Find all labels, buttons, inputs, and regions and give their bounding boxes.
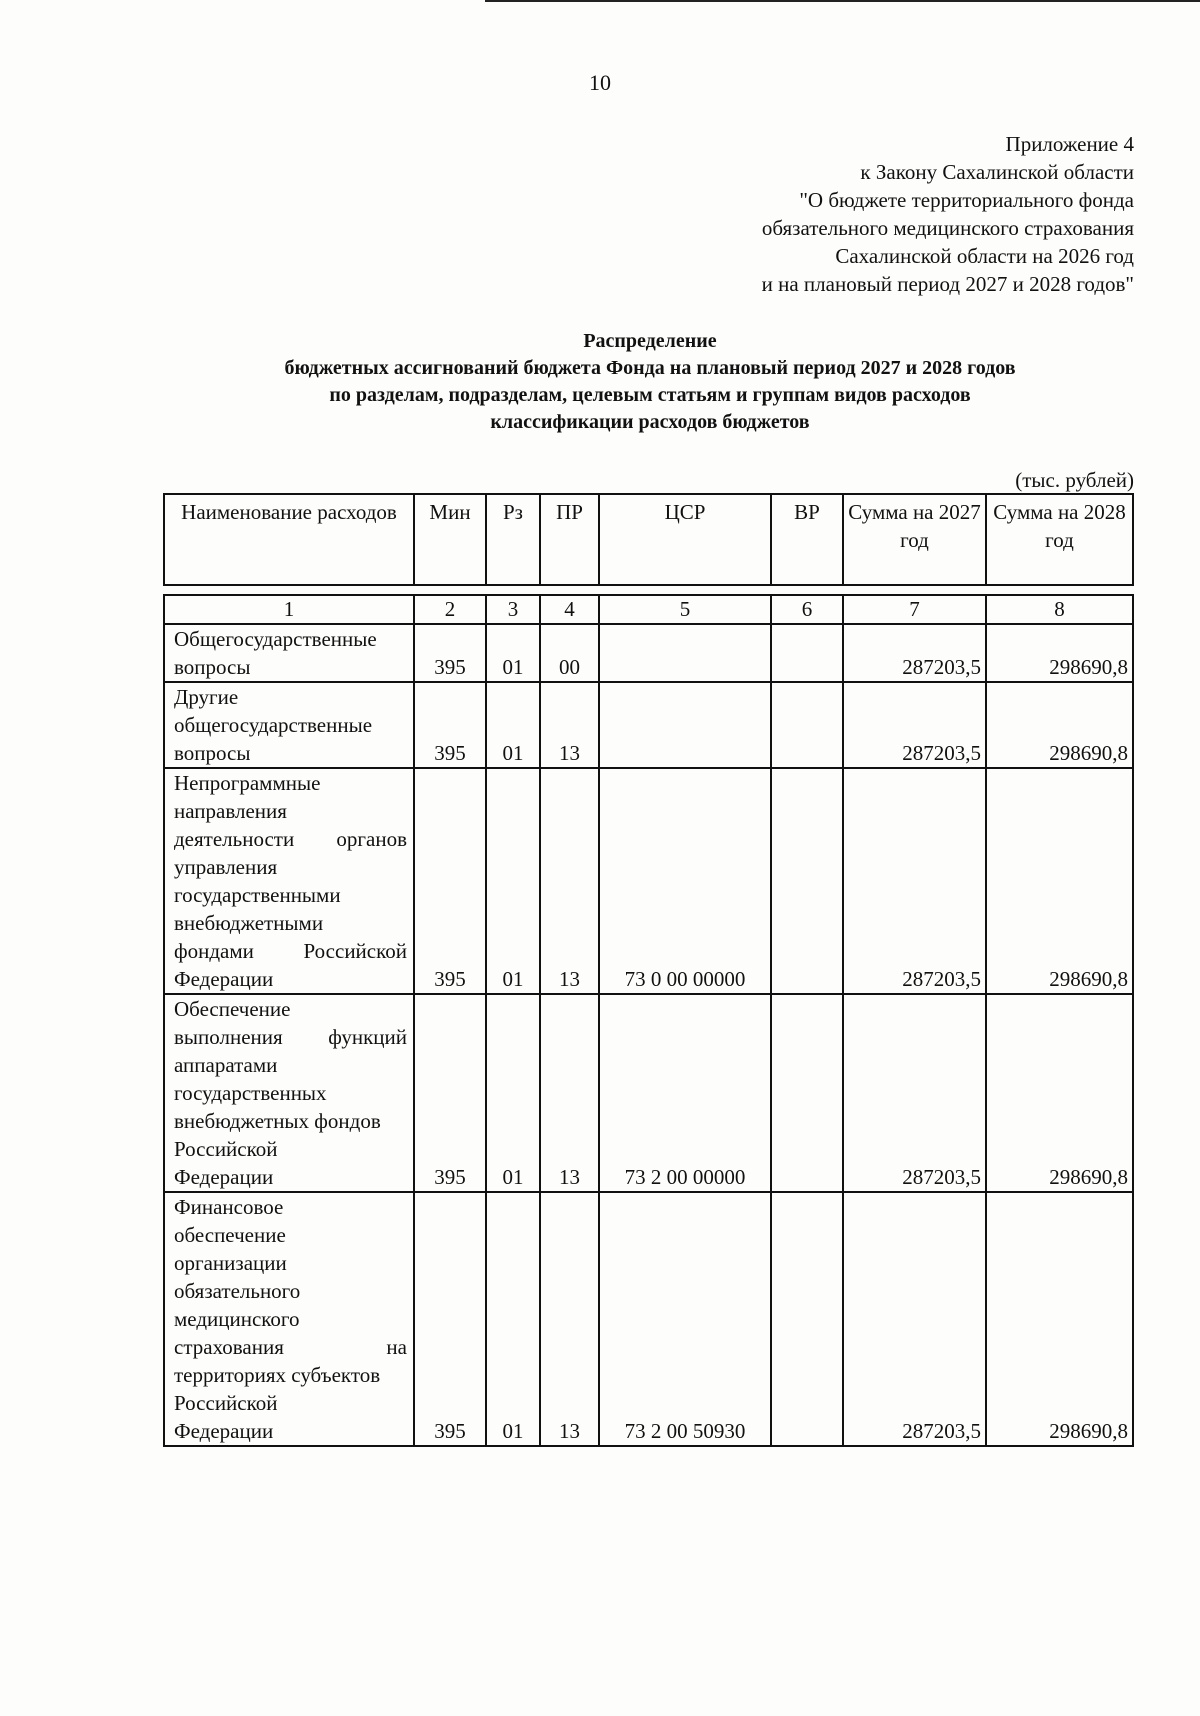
- row-name-line: фондами Российской: [174, 939, 407, 963]
- cell-rz: 01: [486, 1192, 540, 1446]
- title-line: Распределение: [583, 330, 717, 352]
- table-row: [164, 1192, 1133, 1446]
- cell-min: 395: [414, 624, 486, 682]
- row-name-line: Федерации: [174, 1165, 274, 1189]
- cell-vr: [771, 994, 843, 1192]
- column-number: 4: [540, 595, 599, 624]
- appendix-line: и на плановый период 2027 и 2028 годов": [761, 272, 1134, 296]
- row-name-line: общегосударственные: [174, 713, 373, 737]
- row-name-line: внебюджетных фондов: [174, 1109, 381, 1133]
- cell-sum-2028: 298690,8: [986, 624, 1133, 682]
- page-number: 10: [589, 70, 611, 95]
- cell-sum-2027: 287203,5: [843, 994, 986, 1192]
- column-number: 1: [164, 595, 414, 624]
- budget-table: [163, 493, 1134, 1447]
- table-row: [164, 682, 1133, 768]
- cell-sum-2028: 298690,8: [986, 1192, 1133, 1446]
- header-row: [164, 494, 1133, 585]
- cell-pr: 13: [540, 768, 599, 994]
- header-name: Наименование расходов: [164, 494, 414, 585]
- cell-sum-2027: 287203,5: [843, 624, 986, 682]
- cell-sum-2028: 298690,8: [986, 994, 1133, 1192]
- row-name: [164, 1192, 414, 1446]
- row-name-line: направления: [174, 799, 287, 823]
- row-name: [164, 768, 414, 994]
- cell-csr: 73 2 00 00000: [599, 994, 771, 1192]
- cell-csr: 73 0 00 00000: [599, 768, 771, 994]
- row-name: [164, 624, 414, 682]
- header-sum-2027: Сумма на 2027 год: [843, 494, 986, 585]
- title-line: классификации расходов бюджетов: [490, 411, 810, 433]
- header-csr: ЦСР: [599, 494, 771, 585]
- cell-vr: [771, 768, 843, 994]
- units-label: (тыс. рублей): [1015, 468, 1134, 492]
- row-name: [164, 682, 414, 768]
- row-name-line: Непрограммные: [174, 771, 321, 795]
- cell-rz: 01: [486, 682, 540, 768]
- cell-vr: [771, 1192, 843, 1446]
- row-name-line: Другие: [174, 685, 239, 709]
- appendix-line: к Закону Сахалинской области: [860, 160, 1134, 184]
- row-name-line: управления: [174, 855, 278, 879]
- row-name-line: выполнения функций: [174, 1025, 407, 1049]
- row-name-line: Общегосударственные: [174, 627, 377, 651]
- cell-pr: 13: [540, 682, 599, 768]
- title-line: по разделам, подразделам, целевым статьям и группам видов расходов: [329, 384, 971, 406]
- row-name-line: Российской: [174, 1137, 278, 1161]
- cell-sum-2027: 287203,5: [843, 1192, 986, 1446]
- row-name-line: организации: [174, 1251, 287, 1275]
- cell-pr: 13: [540, 994, 599, 1192]
- document-title: [150, 328, 1150, 436]
- row-name-line: медицинского: [174, 1307, 300, 1331]
- cell-sum-2028: 298690,8: [986, 768, 1133, 994]
- row-name-line: государственных: [174, 1081, 327, 1105]
- header-pr: ПР: [540, 494, 599, 585]
- row-name-line: деятельности органов: [174, 827, 407, 851]
- cell-pr: 13: [540, 1192, 599, 1446]
- top-rule: [485, 0, 1200, 2]
- cell-min: 395: [414, 1192, 486, 1446]
- header-min: Мин: [414, 494, 486, 585]
- row-name: [164, 994, 414, 1192]
- column-number: 2: [414, 595, 486, 624]
- cell-rz: 01: [486, 768, 540, 994]
- appendix-line: Приложение 4: [1005, 132, 1134, 156]
- cell-min: 395: [414, 994, 486, 1192]
- row-name-line: Российской: [174, 1391, 278, 1415]
- header-rz: Рз: [486, 494, 540, 585]
- header-sum-2028: Сумма на 2028 год: [986, 494, 1133, 585]
- row-name-line: Федерации: [174, 1419, 274, 1443]
- cell-sum-2027: 287203,5: [843, 682, 986, 768]
- table-row: [164, 768, 1133, 994]
- table-row: [164, 994, 1133, 1192]
- row-name-line: внебюджетными: [174, 911, 324, 935]
- column-number-row: [164, 595, 1133, 624]
- row-name-line: обеспечение: [174, 1223, 286, 1247]
- cell-vr: [771, 624, 843, 682]
- cell-sum-2027: 287203,5: [843, 768, 986, 994]
- appendix-reference: [762, 130, 1134, 298]
- cell-min: 395: [414, 682, 486, 768]
- cell-csr: [599, 624, 771, 682]
- appendix-line: Сахалинской области на 2026 год: [835, 244, 1134, 268]
- cell-min: 395: [414, 768, 486, 994]
- row-name-line: государственными: [174, 883, 341, 907]
- row-name-line: страхования на: [174, 1335, 407, 1359]
- table-row: [164, 624, 1133, 682]
- cell-sum-2028: 298690,8: [986, 682, 1133, 768]
- cell-vr: [771, 682, 843, 768]
- cell-rz: 01: [486, 624, 540, 682]
- row-name-line: Обеспечение: [174, 997, 291, 1021]
- header-separator: [164, 585, 1133, 595]
- column-number: 6: [771, 595, 843, 624]
- cell-rz: 01: [486, 994, 540, 1192]
- row-name-line: вопросы: [174, 655, 251, 679]
- title-line: бюджетных ассигнований бюджета Фонда на плановый период 2027 и 2028 годов: [284, 357, 1016, 379]
- row-name-line: аппаратами: [174, 1053, 278, 1077]
- column-number: 5: [599, 595, 771, 624]
- appendix-line: обязательного медицинского страхования: [761, 216, 1134, 240]
- column-number: 8: [986, 595, 1133, 624]
- cell-pr: 00: [540, 624, 599, 682]
- cell-csr: 73 2 00 50930: [599, 1192, 771, 1446]
- row-name-line: обязательного: [174, 1279, 301, 1303]
- row-name-line: Федерации: [174, 967, 274, 991]
- column-number: 7: [843, 595, 986, 624]
- row-name-line: вопросы: [174, 741, 251, 765]
- header-vr: ВР: [771, 494, 843, 585]
- appendix-line: "О бюджете территориального фонда: [799, 188, 1134, 212]
- column-number: 3: [486, 595, 540, 624]
- cell-csr: [599, 682, 771, 768]
- row-name-line: территориях субъектов: [174, 1363, 381, 1387]
- row-name-line: Финансовое: [174, 1195, 284, 1219]
